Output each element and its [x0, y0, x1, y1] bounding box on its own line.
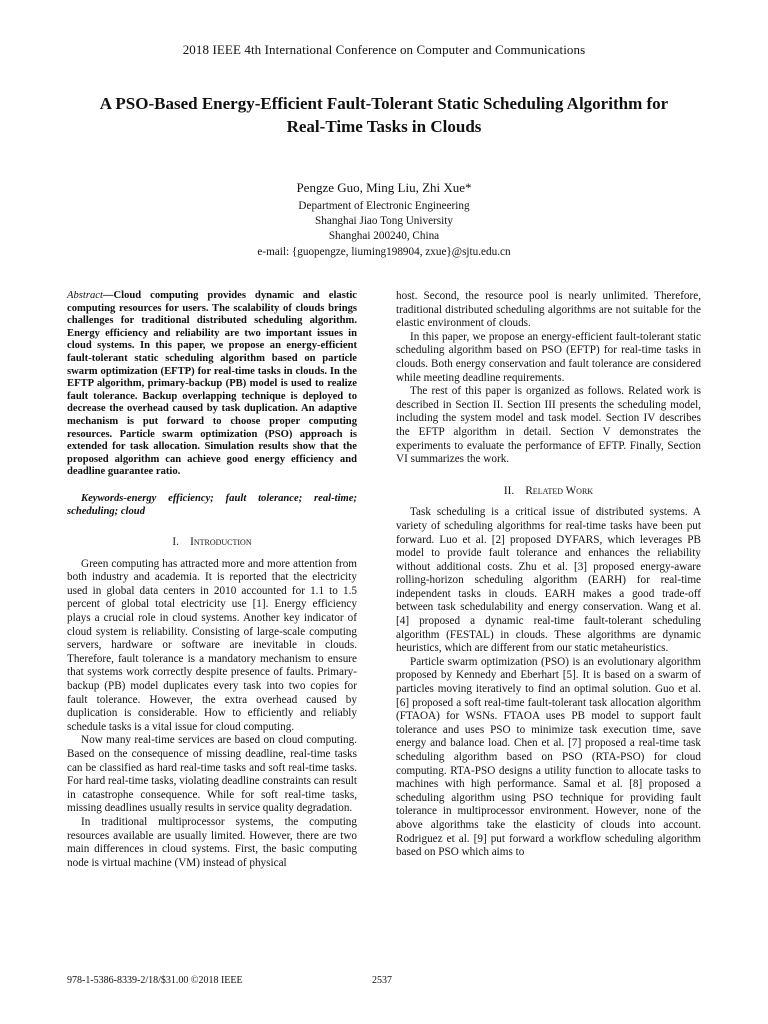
affiliation [0, 199, 768, 260]
title-line-1: A PSO-Based Energy-Efficient Fault-Tolerant Static Scheduling Algorithm for [99, 94, 669, 113]
affiliation-city: Shanghai 200240, China [328, 230, 440, 243]
page-number: 2537 [372, 975, 392, 986]
abstract-label: Abstract [67, 290, 103, 301]
intro-continued-paragraph: host. Second, the resource pool is nearly unlimited. Therefore, traditional distributed scheduling algorithms are not suitable for the elastic environment of clouds. [396, 290, 701, 330]
abstract [67, 290, 357, 479]
right-column [396, 290, 701, 860]
intro-paragraph: Now many real-time services are based on cloud computing. Based on the consequence of missing deadline, real-time tasks can be classified as hard real-time tasks and soft real-time tasks. For hard real-time tasks, violating deadline constraints can result in catastrophe consequence. While for soft real-time tasks, missing deadlines usually results in service quality degradation. [67, 734, 357, 815]
paper-title [60, 92, 708, 138]
section-heading-introduction [67, 536, 357, 550]
related-paragraph: Task scheduling is a critical issue of distributed systems. A variety of scheduling algorithms for real-time tasks have been put forward. Luo et al. [2] proposed DYFARS, which leverages PB model to provide fault tolerance and enhances the reliability without additional costs. Zhu et al. [3] proposed energy-aware rolling-horizon scheduling algorithm (EARH) for real-time independent tasks in clouds. EARH makes a good trade-off between task schedulability and energy conservation. Wang et al. [4] proposed a dynamic real-time fault-tolerant scheduling algorithm (FESTAL) in clouds. These algorithms are dynamic heuristics, which are different from our static metaheuristics. [396, 506, 701, 655]
section-number: I. [172, 536, 179, 549]
section-title: Introduction [190, 536, 252, 549]
affiliation-university: Shanghai Jiao Tong University [315, 215, 453, 228]
abstract-text: —Cloud computing provides dynamic and elastic computing resources for users. The scalability of clouds brings challenges for traditional distributed scheduling algorithm. Energy efficiency and reliability are two important issues in cloud systems. In this paper, we propose an energy-efficient fault-tolerant static scheduling algorithm based on particle swarm optimization (EFTP) for real-time tasks in clouds. In the EFTP algorithm, primary-backup (PB) model is used to realize fault tolerance. Backup overlapping technique is deployed to decrease the overhead caused by task duplication. An adaptive mechanism is put forward to choose proper computing resources. Particle swarm optimization (PSO) approach is extended for task allocation. Simulation results show that the proposed algorithm can achieve good energy efficiency and deadline guarantee ratio. [67, 290, 357, 478]
affiliation-dept: Department of Electronic Engineering [298, 200, 470, 212]
section-title: Related Work [525, 484, 594, 497]
left-column [67, 290, 357, 870]
footer-isbn: 978-1-5386-8339-2/18/$31.00 ©2018 IEEE [67, 975, 243, 986]
author-list: Pengze Guo, Ming Liu, Zhi Xue* [296, 180, 472, 195]
intro-paragraph: Green computing has attracted more and more attention from both industry and academia. It is reported that the electricity used in global data centers in 2010 accounted for 1.1 to 1.5 percent of global total electricity use [1]. Energy efficiency plays a crucial role in cloud systems. Another key indicator of cloud system is reliability. Consisting of large-scale computing servers, hardware or software are inevitable in clouds. Therefore, fault tolerance is a mandatory mechanism to ensure that systems work correctly despite presence of faults. Primary-backup (PB) model duplicates every task into two copies for fault tolerance. However, the extra overhead caused by duplication is considerable. How to efficiently and reliably schedule tasks is a vital issue for cloud computing. [67, 557, 357, 733]
section-heading-related-work [396, 485, 701, 499]
affiliation-email: e-mail: {guopengze, liuming198904, zxue}@sjtu.edu.cn [257, 245, 511, 258]
keywords: Keywords-energy efficiency; fault tolerance; real-time; scheduling; cloud [67, 492, 357, 517]
related-paragraph: Particle swarm optimization (PSO) is an evolutionary algorithm proposed by Kennedy and Eberhart [5]. It is based on a swarm of particles moving iteratively to find an optimal solution. Guo et al. [6] proposed a soft real-time fault-tolerant task allocation algorithm (FTAOA) for WSNs. FTAOA uses PB model to support fault tolerance and uses PSO to minimize task execution time, save energy and balance load. Chen et al. [7] proposed a real-time task scheduling algorithm based on PSO (RTA-PSO) for cloud computing. RTA-PSO designs a utility function to allocate tasks to machines with high performance. Samal et al. [8] proposed a scheduling algorithm using PSO technique for providing fault tolerance in multiprocessor environment. However, none of the above algorithms take the elasticity of clouds into account. Rodriguez et al. [9] put forward a workflow scheduling algorithm based on PSO which aims to [396, 655, 701, 859]
conference-header: 2018 IEEE 4th International Conference on Computer and Communications [182, 42, 586, 57]
title-line-2: Real-Time Tasks in Clouds [286, 117, 482, 136]
intro-paragraph: In this paper, we propose an energy-efficient fault-tolerant static scheduling algorithm based on PSO (EFTP) for real-time tasks in clouds. Both energy conservation and fault tolerance are considered while meeting deadline requirements. [396, 330, 701, 384]
intro-paragraph: In traditional multiprocessor systems, the computing resources available are usually limited. However, there are two main differences in cloud systems. First, the basic computing node is virtual machine (VM) instead of physical [67, 815, 357, 869]
intro-paragraph: The rest of this paper is organized as follows. Related work is described in Section II. Section III presents the scheduling model, including the system model and task model. Section IV describes the EFTP algorithm in detail. Section V demonstrates the experiments to evaluate the performance of EFTP. Finally, Section VI summarizes the work. [396, 385, 701, 466]
section-number: II. [503, 484, 515, 497]
